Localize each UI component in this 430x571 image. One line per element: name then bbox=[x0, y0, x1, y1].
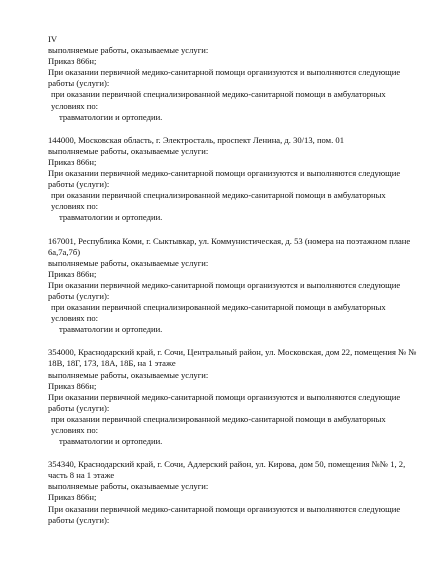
license-block bbox=[48, 135, 418, 224]
specialty-line: травматологии и ортопедии. bbox=[59, 111, 163, 122]
primary-care-line: При оказании первичной медико-санитарной помощи организуются и выполняются следующие работы (услуги): bbox=[48, 168, 401, 190]
roman-numeral: IV bbox=[48, 34, 58, 44]
address-line: 144000, Московская область, г. Электросталь, проспект Ленина, д. 30/13, пом. 01 bbox=[48, 134, 345, 145]
specialty-line: травматологии и ортопедии. bbox=[59, 212, 163, 223]
works-label: выполняемые работы, оказываемые услуги: bbox=[48, 45, 209, 56]
primary-care-line: При оказании первичной медико-санитарной помощи организуются и выполняются следующие работы (услуги): bbox=[48, 279, 401, 301]
specialty-line: травматологии и ортопедии. bbox=[59, 324, 163, 335]
primary-care-line: При оказании первичной медико-санитарной помощи организуются и выполняются следующие работы (услуги): bbox=[48, 503, 401, 525]
order-line: Приказ 866н; bbox=[48, 56, 97, 67]
document-page bbox=[48, 34, 418, 526]
works-label: выполняемые работы, оказываемые услуги: bbox=[48, 481, 209, 492]
order-line: Приказ 866н; bbox=[48, 156, 97, 167]
specialized-care-line: при оказании первичной специализированной медико-санитарной помощи в амбулаторных условиях по: bbox=[51, 302, 386, 324]
order-line: Приказ 866н; bbox=[48, 492, 97, 503]
address-line: 354340, Краснодарский край, г. Сочи, Адлерский район, ул. Кирова, дом 50, помещения №№ 1, 2, часть 8 на 1 этаже bbox=[48, 459, 406, 481]
license-block bbox=[48, 347, 418, 447]
specialized-care-line: при оказании первичной специализированной медико-санитарной помощи в амбулаторных условиях по: bbox=[51, 89, 386, 111]
works-label: выполняемые работы, оказываемые услуги: bbox=[48, 257, 209, 268]
works-label: выполняемые работы, оказываемые услуги: bbox=[48, 369, 209, 380]
order-line: Приказ 866н; bbox=[48, 268, 97, 279]
license-block bbox=[48, 459, 418, 526]
works-label: выполняемые работы, оказываемые услуги: bbox=[48, 145, 209, 156]
specialized-care-line: при оказании первичной специализированной медико-санитарной помощи в амбулаторных условиях по: bbox=[51, 190, 386, 212]
address-line: 354000, Краснодарский край, г. Сочи, Центральный район, ул. Московская, дом 22, помещения № № 18В, 18Г, 17З, 18А, 18Б, на 1 этаже bbox=[48, 347, 417, 369]
license-block bbox=[48, 45, 418, 123]
primary-care-line: При оказании первичной медико-санитарной помощи организуются и выполняются следующие работы (услуги): bbox=[48, 67, 401, 89]
section-heading bbox=[48, 34, 418, 45]
address-line: 167001, Республика Коми, г. Сыктывкар, ул. Коммунистическая, д. 53 (номера на поэтажном плане 6а,7а,7б) bbox=[48, 235, 411, 257]
order-line: Приказ 866н; bbox=[48, 380, 97, 391]
specialty-line: травматологии и ортопедии. bbox=[59, 436, 163, 447]
specialized-care-line: при оказании первичной специализированной медико-санитарной помощи в амбулаторных условиях по: bbox=[51, 413, 386, 435]
primary-care-line: При оказании первичной медико-санитарной помощи организуются и выполняются следующие работы (услуги): bbox=[48, 391, 401, 413]
license-block bbox=[48, 236, 418, 336]
